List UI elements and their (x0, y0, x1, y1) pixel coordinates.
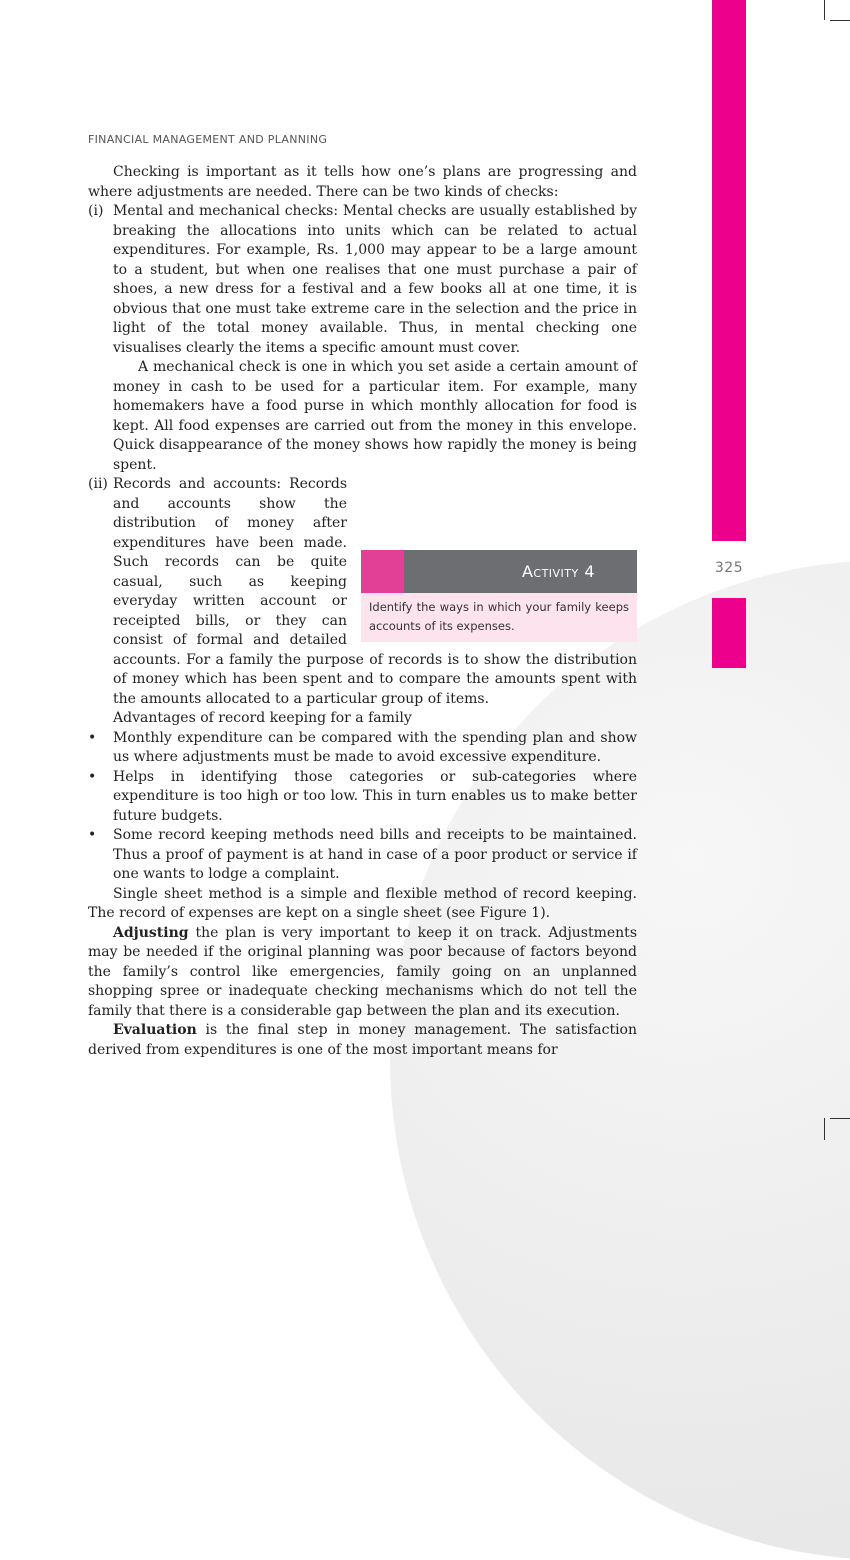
adjusting-paragraph (88, 924, 637, 1022)
bullet: • (88, 768, 97, 785)
page-body (88, 163, 637, 1060)
advantage-text: Some record keeping methods need bills and receipts to be maintained. Thus a proof of payment is at hand in case of a poor product or service if one wants to lodge a complaint. (113, 827, 637, 882)
page-number: 325 (714, 560, 744, 576)
check-text: Records and accounts: Records and accounts show the distribution of money after expenditures have been made. Such records can be quite casual, such as keeping everyday written account or receipted bills, or they can consist of formal and detailed accounts. For a family the purpose of records is to show the distribution of money which has been spent and to compare the amounts spent with the amounts allocated to a particular group of items. (113, 476, 637, 707)
advantage-text: Helps in identifying those categories or sub-categories where expenditure is too high or too low. This in turn enables us to make better future budgets. (113, 768, 637, 824)
activity-title: Activity 4 (404, 550, 637, 593)
activity-header (361, 550, 637, 593)
advantage-item (88, 768, 637, 827)
list-marker: (i) (88, 203, 104, 219)
crop-mark (830, 1118, 850, 1119)
evaluation-paragraph (88, 1021, 637, 1060)
check-item-records (88, 475, 637, 729)
crop-mark (830, 20, 850, 21)
advantages-heading: Advantages of record keeping for a family (113, 710, 412, 726)
evaluation-text: is the final step in money management. The satisfaction derived from expenditures is one of the most important means for (88, 1022, 637, 1058)
intro-paragraph: Checking is important as it tells how one’s plans are progressing and where adjustments are needed. There can be two kinds of checks: (88, 164, 637, 200)
margin-bar-top (712, 0, 746, 541)
advantage-item (88, 826, 637, 885)
adjusting-text: the plan is very important to keep it on track. Adjustments may be needed if the original planning was poor because of factors beyond the family’s control like emergencies, family going on an unplanned shopping spree or inadequate checking mechanisms which do not tell the family that there is a considerable gap between the plan and its execution. (88, 924, 637, 1019)
crop-mark (824, 0, 825, 20)
single-sheet-paragraph: Single sheet method is a simple and flexible method of record keeping. The record of expenses are kept on a single sheet (see Figure 1). (88, 885, 637, 921)
adjusting-term: Adjusting (113, 924, 189, 941)
activity-text: Identify the ways in which your family keeps accounts of its expenses. (361, 593, 637, 642)
evaluation-term: Evaluation (113, 1022, 197, 1038)
activity-box (361, 550, 637, 642)
crop-mark (824, 1118, 825, 1140)
advantage-text: Monthly expenditure can be compared with the spending plan and show us where adjustments must be made to avoid excessive expenditure. (113, 729, 637, 765)
check-continuation: A mechanical check is one in which you set aside a certain amount of money in cash to be used for a particular item. For example, many homemakers have a food purse in which monthly allocation for food is kept. All food expenses are carried out from the money in this envelope. Quick disappearance of the money shows how rapidly the money is being spent. (113, 359, 637, 473)
activity-accent (361, 550, 404, 593)
list-marker: (ii) (88, 476, 108, 492)
margin-bar-bottom (712, 598, 746, 668)
running-head: FINANCIAL MANAGEMENT AND PLANNING (88, 133, 328, 146)
bullet: • (88, 729, 97, 746)
bullet: • (88, 827, 97, 843)
advantage-item (88, 729, 637, 768)
check-item-mental (88, 202, 637, 475)
check-text: Mental and mechanical checks: Mental checks are usually established by breaking the allocations into units which can be related to actual expenditures. For example, Rs. 1,000 may appear to be a large amount to a student, but when one realises that one must purchase a pair of shoes, a new dress for a festival and a few books all at one time, it is obvious that one must take extreme care in the selection and the price in light of the total money available. Thus, in mental checking one visualises clearly the items a specific amount must cover. (113, 203, 637, 356)
